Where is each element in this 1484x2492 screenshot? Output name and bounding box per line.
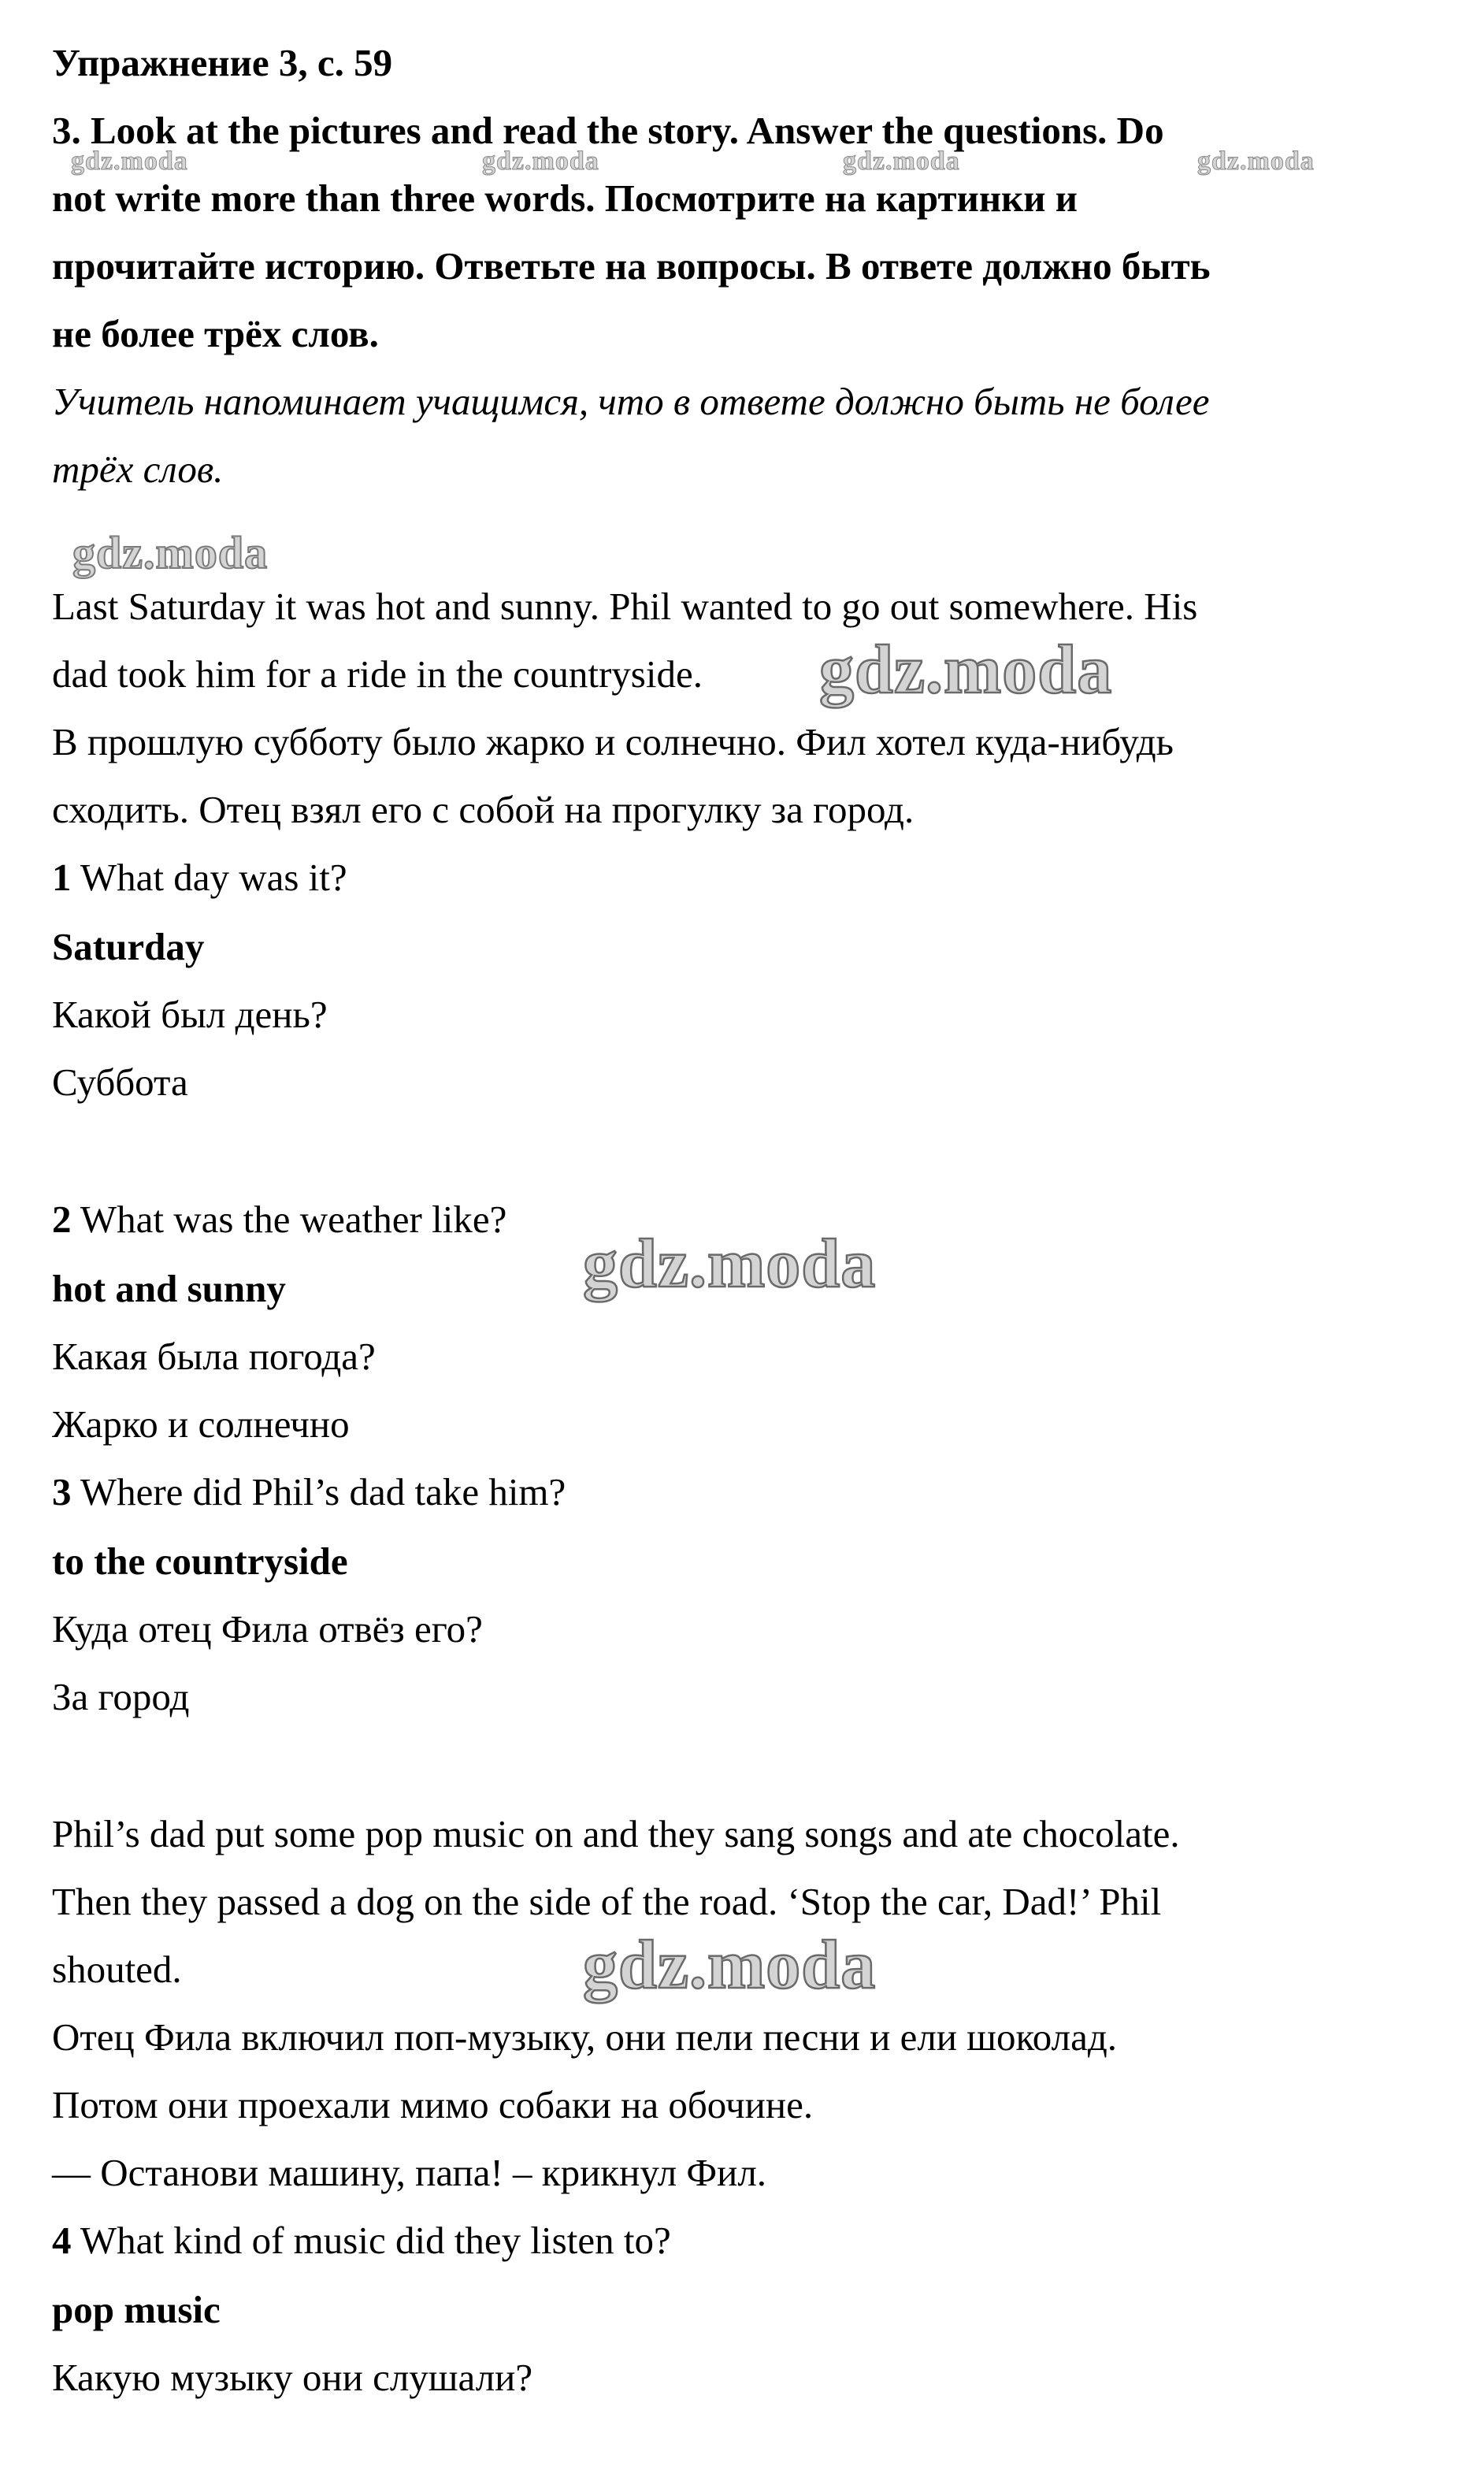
story-translation-line: Потом они проехали мимо собаки на обочине.	[52, 2083, 814, 2126]
answer-3: to the countryside	[52, 1539, 348, 1583]
watermark: gdz.moda	[482, 147, 599, 176]
question-4	[52, 2217, 671, 2264]
answer-3-translation: За город	[52, 1675, 190, 1718]
task-text-line: прочитайте историю. Ответьте на вопросы. В ответе должно быть	[52, 244, 1211, 288]
question-2-translation: Какая была погода?	[52, 1335, 376, 1378]
answer-2: hot and sunny	[52, 1267, 286, 1310]
question-number: 3	[52, 1470, 72, 1513]
watermark: gdz.moda	[1197, 147, 1315, 176]
question-text: What kind of music did they listen to?	[71, 2219, 671, 2262]
question-3-translation: Куда отец Фила отвёз его?	[52, 1607, 483, 1651]
watermark: gdz.moda	[583, 1226, 877, 1302]
story-translation-line: Отец Фила включил поп-музыку, они пели песни и ели шоколад.	[52, 2015, 1118, 2059]
task-text-line: 3. Look at the pictures and read the story. Answer the questions. Do	[52, 109, 1164, 152]
watermark: gdz.moda	[843, 147, 960, 176]
question-1-translation: Какой был день?	[52, 993, 328, 1036]
question-text: What day was it?	[71, 856, 347, 899]
task-text-line: не более трёх слов.	[52, 312, 379, 355]
question-text: Where did Phil’s dad take him?	[71, 1470, 566, 1513]
question-number: 4	[52, 2219, 72, 2262]
question-text: What was the weather like?	[71, 1198, 507, 1241]
story-translation-line: В прошлую субботу было жарко и солнечно. Фил хотел куда-нибудь	[52, 720, 1174, 763]
question-number: 1	[52, 856, 72, 899]
question-2	[52, 1196, 506, 1243]
story-text-line: Then they passed a dog on the side of the road. ‘Stop the car, Dad!’ Phil	[52, 1880, 1162, 1923]
watermark: gdz.moda	[71, 147, 188, 176]
watermark: gdz.moda	[72, 527, 269, 578]
answer-2-translation: Жарко и солнечно	[52, 1402, 350, 1446]
answer-1: Saturday	[52, 925, 205, 968]
story-translation-line: сходить. Отец взял его с собой на прогулку за город.	[52, 788, 915, 831]
story-translation-line: — Останови машину, папа! – крикнул Фил.	[52, 2151, 767, 2194]
teacher-note-line: трёх слов.	[52, 448, 224, 491]
answer-1-translation: Суббота	[52, 1060, 188, 1104]
question-3	[52, 1469, 566, 1516]
teacher-note-line: Учитель напоминает учащимся, что в ответе должно быть не более	[52, 380, 1210, 423]
story-text-line: shouted.	[52, 1948, 182, 1991]
question-number: 2	[52, 1198, 72, 1241]
question-1	[52, 854, 347, 901]
story-text-line: Phil’s dad put some pop music on and they sang songs and ate chocolate.	[52, 1812, 1180, 1855]
watermark: gdz.moda	[583, 1927, 877, 2004]
answer-4: pop music	[52, 2288, 221, 2331]
story-text-line: dad took him for a ride in the countryside.	[52, 652, 703, 696]
question-4-translation: Какую музыку они слушали?	[52, 2356, 533, 2399]
task-text-line: not write more than three words. Посмотрите на картинки и	[52, 176, 1078, 220]
exercise-title: Упражнение 3, с. 59	[52, 41, 393, 84]
watermark: gdz.moda	[819, 632, 1113, 708]
story-text-line: Last Saturday it was hot and sunny. Phil wanted to go out somewhere. His	[52, 585, 1198, 628]
